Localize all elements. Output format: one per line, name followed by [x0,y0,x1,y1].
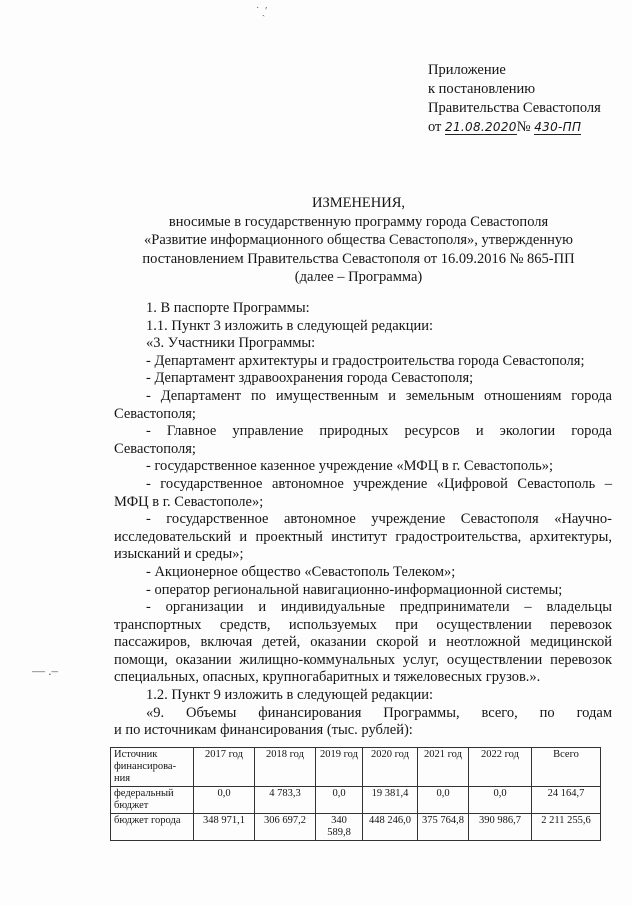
table-cell: 306 697,2 [255,814,316,841]
paragraph-1-1: 1.1. Пункт 3 изложить в следующей редакции: [146,317,434,334]
table-cell: 0,0 [194,787,255,814]
table-cell: 19 381,4 [363,787,418,814]
table-cell: 348 971,1 [194,814,255,841]
table-cell: 390 986,7 [469,814,532,841]
participant-2: - Департамент здравоохранения города Севастополя; [146,370,474,387]
table-cell: 448 246,0 [363,814,418,841]
financing-table [110,747,601,841]
document-body [114,300,612,740]
appendix-line-3: Правительства Севастополя [428,100,601,116]
table-cell: 0,0 [469,787,532,814]
table-cell: 24 164,7 [532,787,601,814]
participant-6-line-1: - государственное автономное учреждение «Цифровой Севастополь – [146,475,612,492]
participant-7-line-1: - государственное автономное учреждение Севастополя «Научно- [146,511,612,528]
table-cell: 340 589,8 [316,814,363,841]
appendix-line-1: Приложение [428,62,506,78]
table-header-cell: 2018 год [255,748,316,787]
title-line-4: (далее – Программа) [294,269,423,285]
table-cell-source: федеральный бюджет [111,787,194,814]
title-heading: ИЗМЕНЕНИЯ, [311,195,406,211]
participant-10-line-1: - организации и индивидуальные предприниматели – владельцы [146,599,612,616]
date-prefix: от [428,119,442,135]
handwritten-date: 21.08.2020 [445,120,517,134]
table-header-cell: Источник финансирова-ния [111,748,194,787]
participant-3-line-1: - Департамент по имущественным и земельным отношениям города [146,387,612,404]
document-title [95,194,622,287]
table-cell: 4 783,3 [255,787,316,814]
table-header-cell: Всего [532,748,601,787]
paragraph-1: 1. В паспорте Программы: [146,300,310,316]
table-header-cell: 2021 год [418,748,469,787]
table-header-row [111,748,601,787]
table-cell-source: бюджет города [111,814,194,841]
table-header-cell: 2019 год [316,748,363,787]
table-row [111,787,601,814]
appendix-date-line [428,118,601,137]
participant-10-line-3: пассажиров, включая детей, оказании скорой и неотложной медицинской [114,634,612,651]
participant-6-line-2: МФЦ в г. Севастополе»; [114,493,264,510]
table-cell: 0,0 [418,787,469,814]
participant-3-line-2: Севастополя; [114,405,196,422]
title-line-1: вносимые в государственную программу города Севастополя [168,213,549,230]
table-header-cell: 2020 год [363,748,418,787]
table-cell: 0,0 [316,787,363,814]
item-9-line-1: «9. Объемы финансирования Программы, всего, по годам [146,704,612,721]
participant-10-line-4: помощи, оказании жилищно-коммунальных услуг, осуществлении перевозок [114,651,612,668]
title-line-3: постановлением Правительства Севастополя от 16.09.2016 № 865-ПП [142,250,575,267]
appendix-block [428,61,601,137]
appendix-line-2: к постановлению [428,81,536,97]
participant-4-line-2: Севастополя; [114,440,196,457]
participant-7-line-3: изысканий и среды»; [114,546,244,563]
paragraph-1-2: 1.2. Пункт 9 изложить в следующей редакции: [146,687,434,704]
participant-7-line-2: исследовательский и проектный институт градостроительства, архитектуры, [114,528,612,545]
item-3-heading: «3. Участники Программы: [146,335,316,352]
table-header-cell: 2022 год [469,748,532,787]
participant-4-line-1: - Главное управление природных ресурсов и экологии города [146,423,612,440]
table-cell: 375 764,8 [418,814,469,841]
participant-8: - Акционерное общество «Севастополь Телеком»; [146,563,456,580]
title-line-2: «Развитие информационного общества Севастополя», утвержденную [144,232,573,248]
table-row [111,814,601,841]
scan-speck: ˙ ˏ′ [256,6,268,17]
handwritten-number: 430-ПП [534,120,582,134]
participant-9: - оператор региональной навигационно-информационной системы; [146,581,563,598]
participant-5: - государственное казенное учреждение «МФЦ в г. Севастополь»; [146,458,554,475]
number-prefix: № [516,119,531,135]
participant-10-line-5: специальных, опасных, крупногабаритных и тяжеловесных грузов.». [114,669,541,686]
table-cell: 2 211 255,6 [532,814,601,841]
scan-mark: — .– [32,663,58,678]
participant-10-line-2: транспортных средств, используемых при осуществлении перевозок [114,616,612,633]
participant-1: - Департамент архитектуры и градостроительства города Севастополя; [146,352,585,369]
item-9-line-2: и по источникам финансирования (тыс. рублей): [114,722,413,739]
table-header-cell: 2017 год [194,748,255,787]
